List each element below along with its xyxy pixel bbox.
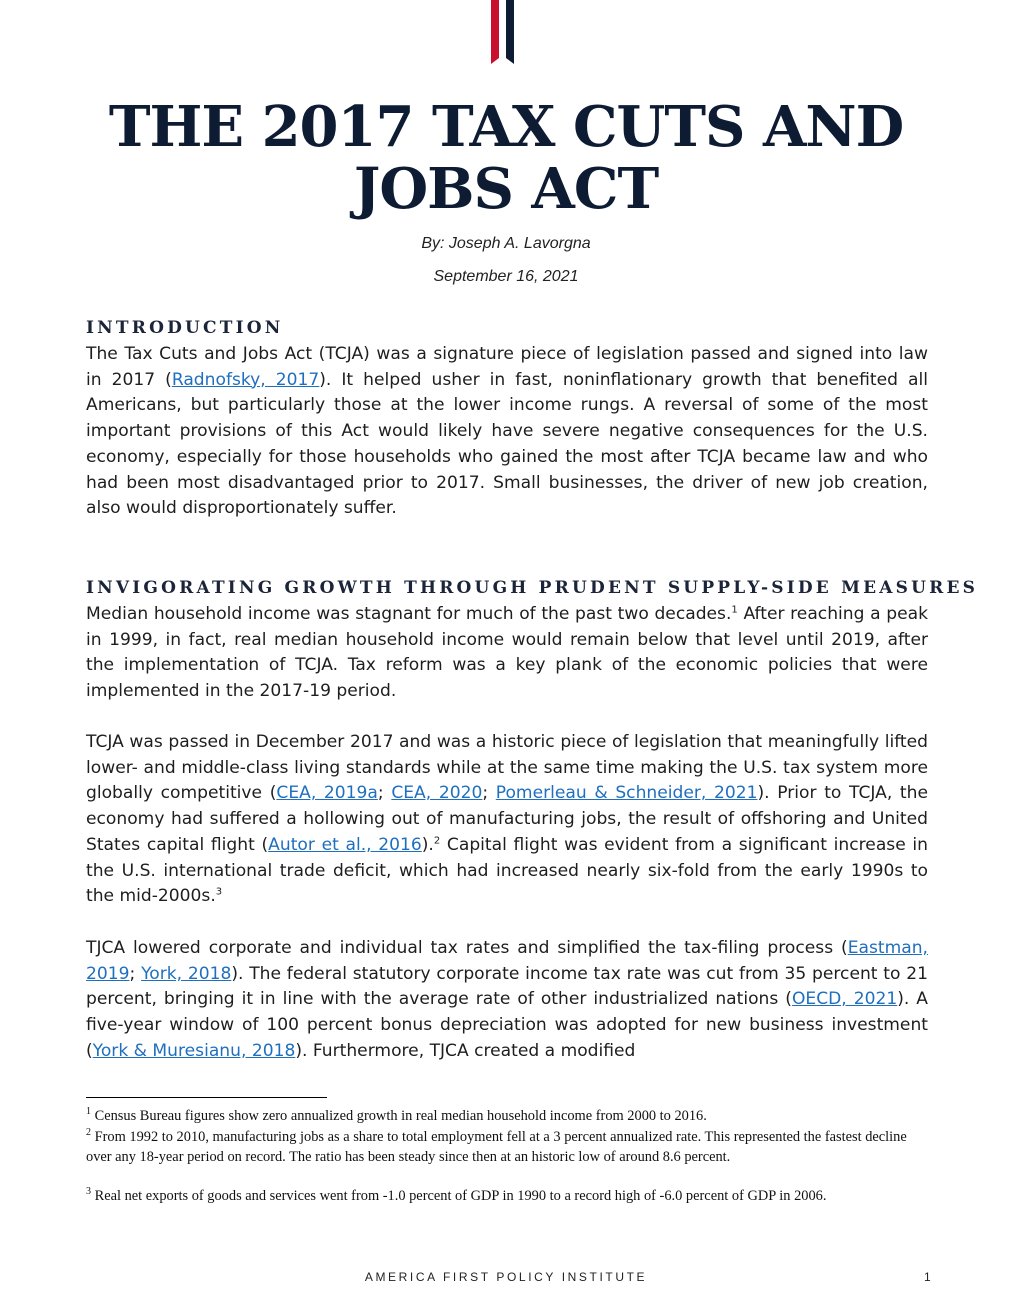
citation-link-autor[interactable]: Autor et al., 2016: [268, 834, 422, 855]
afpi-logo-icon: [490, 0, 522, 64]
citation-link-york-2018[interactable]: York, 2018: [141, 963, 232, 984]
citation-link-cea-2019a[interactable]: CEA, 2019a: [276, 783, 378, 804]
citation-link-york-muresianu[interactable]: York & Muresianu, 2018: [92, 1040, 296, 1061]
citation-link-cea-2020[interactable]: CEA, 2020: [391, 783, 483, 804]
author-byline: By: Joseph A. Lavorgna: [421, 235, 591, 252]
growth-paragraph-2: TCJA was passed in December 2017 and was a historic piece of legislation that meaningfully lifted lower- and middle-class living standards while at the same time making the U.S. tax system more globally competitive (CEA, 2019a; CEA, 2020; Pomerleau & Schneider, 2021). Prior to TCJA, the economy had suffered a hollowing out of manufacturing jobs, the result of offshoring and United States capital flight (Autor et al., 2016).$^2$ Capital flight was evident from a significant increase in the U.S. international trade deficit, which had increased nearly six-fold from the early 1990s to the mid-2000s.$^3$: [86, 732, 928, 907]
footnote-ref-1: 1: [731, 604, 738, 616]
footnote-ref-3: 3: [215, 886, 223, 898]
footnote-1: $^1$ Census Bureau figures show zero annualized growth in real median household income from 2000 to 2016.: [86, 1106, 707, 1124]
growth-paragraph-3: TJCA lowered corporate and individual tax rates and simplified the tax-filing process (Eastman, 2019; York, 2018). The federal statutory corporate income tax rate was cut from 35 percent to 21 percent, bringing it in line with the average rate of other industrialized nations (OECD, 2021). A five-year window of 100 percent bonus depreciation was adopted for new business investment (York & Muresianu, 2018). Furthermore, TJCA created a modified: [86, 938, 928, 1061]
section-heading-introduction: INTRODUCTION: [86, 318, 284, 338]
footnote-ref-2: 2: [433, 835, 441, 847]
document-title: THE 2017 TAX CUTS AND JOBS ACT: [108, 94, 904, 222]
citation-link-eastman[interactable]: Eastman, 2019: [86, 938, 928, 984]
intro-paragraph: The Tax Cuts and Jobs Act (TCJA) was a signature piece of legislation passed and signed into law in 2017 (Radnofsky, 2017). It helped usher in fast, noninflationary growth that benefited all Americans, but particularly those at the lower income rungs. A reversal of some of the most important provisions of this Act would likely have severe negative consequences for the U.S. economy, especially for those households who gained the most after TCJA became law and who had been most disadvantaged prior to 2017. Small businesses, the driver of new job creation, also would disproportionately suffer.: [86, 344, 928, 519]
footer-organization: AMERICA FIRST POLICY INSTITUTE: [364, 1270, 648, 1284]
footnote-divider: [86, 1097, 327, 1098]
footnote-3: $^3$ Real net exports of goods and services went from -1.0 percent of GDP in 1990 to a record high of -6.0 percent of GDP in 2006.: [86, 1186, 827, 1204]
growth-paragraph-1: Median household income was stagnant for much of the past two decades.$^1$ After reaching a peak in 1999, in fact, real median household income would remain below that level until 2019, after the implementation of TCJA. Tax reform was a key plank of the economic policies that were implemented in the 2017-19 period.: [86, 604, 928, 702]
citation-link-oecd[interactable]: OECD, 2021: [791, 989, 898, 1010]
section-heading-growth: INVIGORATING GROWTH THROUGH PRUDENT SUPPLY-SIDE MEASURES: [86, 578, 979, 598]
citation-link-radnofsky[interactable]: Radnofsky, 2017: [171, 369, 320, 390]
page-number: 1: [924, 1270, 931, 1284]
footnote-2: $^2$ From 1992 to 2010, manufacturing jobs as a share to total employment fell at a 3 percent annualized rate. This represented the fastest decline over any 18-year period on record. The ratio has been steady since then at an historic low of around 8.6 percent.: [86, 1127, 907, 1165]
publication-date: September 16, 2021: [433, 268, 579, 285]
citation-link-pomerleau-schneider[interactable]: Pomerleau & Schneider, 2021: [495, 783, 758, 804]
